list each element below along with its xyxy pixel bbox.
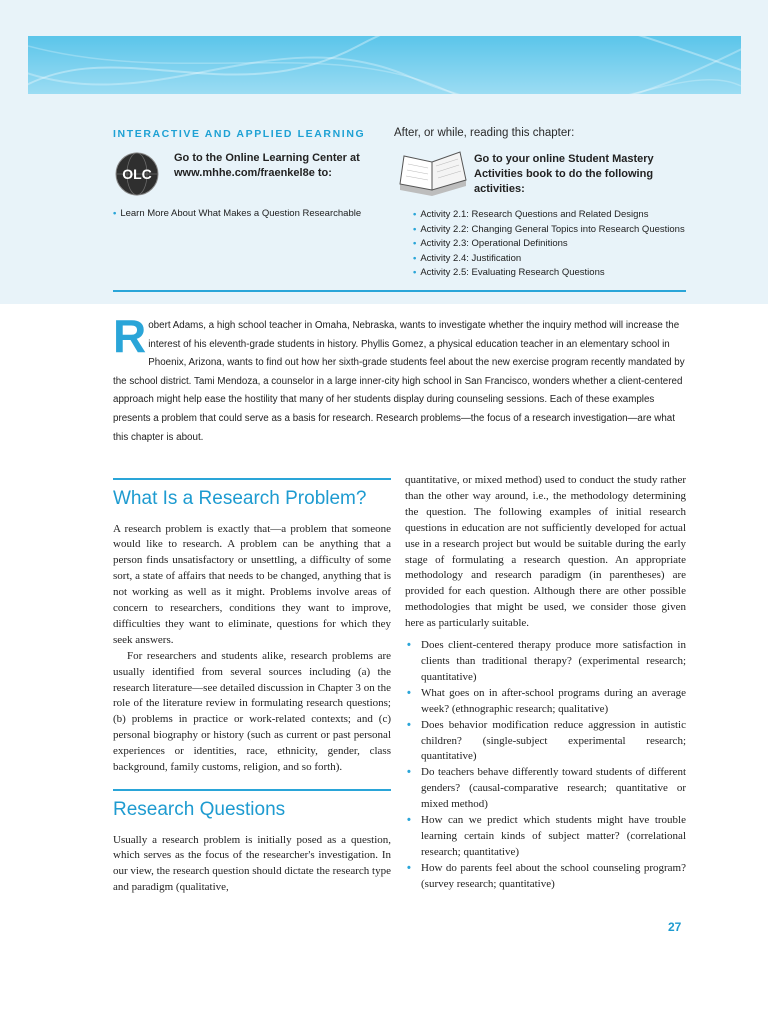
section-title: INTERACTIVE AND APPLIED LEARNING (113, 128, 366, 140)
bullet-dot-icon: • (413, 252, 417, 264)
decorative-banner (28, 36, 741, 94)
right-column (405, 473, 686, 893)
olc-heading: Go to the Online Learning Center at www.mhhe.com/fraenkel8e to: (174, 152, 360, 179)
list-item (405, 813, 686, 861)
activity-text: Activity 2.3: Operational Definitions (420, 238, 568, 249)
bullet-dot-icon: • (113, 208, 117, 219)
question-text: Does behavior modification reduce aggression in autistic children? (single-subject experimental research; quantitative) (421, 718, 686, 763)
bullet-dot-icon: • (413, 223, 417, 235)
activity-item (413, 223, 685, 238)
activity-item (413, 252, 685, 267)
body-paragraph: quantitative, or mixed method) used to conduct the study rather than the other way around, i.e., the methodology determining the question. The following examples of initial research questions in education are not sufficiently developed for actual use in a research project but would be suitable during the early stage of formulating a research question. An appropriate methodology and research paradigm (in parentheses) are provided for each question. Although there are other possible methodologies that might be used, we consider those given here as particularly suitable. (405, 474, 686, 630)
list-item (405, 638, 686, 686)
section-rule (113, 478, 391, 480)
list-item (405, 718, 686, 766)
bullet-dot-icon: • (413, 267, 417, 278)
bullet-dot-icon: • (413, 209, 417, 220)
section-subtitle: After, or while, reading this chapter: (394, 127, 575, 139)
bullet-dot-icon: • (407, 861, 411, 874)
question-text: Do teachers behave differently toward students of different genders? (causal-comparative research; quantitative or mixed method) (421, 766, 686, 811)
bullet-dot-icon: • (407, 766, 411, 779)
list-item (405, 861, 686, 893)
panel-divider (113, 290, 686, 292)
activity-text: Activity 2.2: Changing General Topics into Research Questions (420, 223, 685, 235)
research-questions-list (405, 638, 686, 893)
activity-text: Activity 2.4: Justification (420, 252, 522, 264)
activity-item (413, 266, 685, 281)
activity-text: Activity 2.5: Evaluating Research Questions (420, 267, 605, 278)
open-book-icon (396, 150, 470, 203)
olc-globe-icon (115, 152, 159, 201)
bullet-dot-icon: • (407, 686, 411, 699)
bullet-dot-icon: • (413, 238, 417, 249)
question-text: How do parents feel about the school counseling program? (survey research; quantitative) (421, 861, 686, 890)
activity-item (413, 237, 685, 252)
section-heading-research-questions: Research Questions (113, 798, 286, 820)
bullet-dot-icon: • (407, 718, 411, 731)
question-text: Does client-centered therapy produce more satisfaction in clients than traditional therapy? (experimental research; quantitative) (421, 639, 686, 683)
activity-text: Activity 2.1: Research Questions and Related Designs (420, 209, 649, 220)
section-rule (113, 789, 391, 791)
olc-icon-label: OLC (122, 166, 152, 182)
bullet-dot-icon: • (407, 814, 411, 827)
body-paragraph: A research problem is exactly that—a problem that someone would like to research. A problem can be anything that a person finds unsatisfactory or unsettling, a difficulty of some sort, a state of affairs that needs to be changed, anything that is not working as well as it might. Problems involve areas of concern to researchers, conditions they want to improve, difficulties they want to eliminate, questions for which they seek answers. (113, 522, 391, 646)
olc-bullet-text: Learn More About What Makes a Question Researchable (120, 208, 362, 219)
section-heading-research-problem: What Is a Research Problem? (113, 487, 367, 509)
drop-cap: R (113, 310, 147, 362)
bullet-dot-icon: • (407, 639, 411, 652)
intro-paragraph (113, 310, 689, 447)
page-number: 27 (668, 920, 682, 934)
activities-list (413, 208, 685, 281)
question-text: What goes on in after-school programs during an average week? (ethnographic research; qualitative) (421, 686, 686, 715)
question-text: How can we predict which students might have trouble learning certain kinds of subject matter? (correlational research; quantitative) (421, 814, 686, 858)
student-mastery-heading: Go to your online Student Mastery Activities book to do the following activities: (474, 153, 654, 195)
left-column (113, 478, 391, 896)
body-paragraph: For researchers and students alike, research problems are usually identified from several sources including (a) the research literature—see detailed discussion in Chapter 3 on the role of the literature review in formulating research questions; (b) problems in practice or work-related contexts; and (c) personal biography or history (such as current or past personal experiences or identities, race, ethnicity, gender, class background, family customs, religion, and so forth). (113, 649, 391, 774)
list-item (405, 765, 686, 813)
list-item (405, 686, 686, 718)
activity-item (413, 208, 685, 223)
intro-text: obert Adams, a high school teacher in Omaha, Nebraska, wants to investigate whether the inquiry method will increase the interest of his eleventh-grade students in history. Phyllis Gomez, a physical education teacher in an elementary school in Phoenix, Arizona, wants to find out how her sixth-grade students feel about the new exercise program recently mandated by the school district. Tami Mendoza, a counselor in a large inner-city high school in San Francisco, wonders whether a client-centered approach might help ease the hostility that many of her students display during counseling sessions. Each of these examples presents a problem that could serve as a basis for research. Research problems—the focus of a research investigation—are what this chapter is about. (113, 320, 685, 443)
body-paragraph: Usually a research problem is initially posed as a question, which serves as the focus of the researcher's investigation. In our view, the research question should dictate the research type and paradigm (qualitative, (113, 833, 391, 894)
